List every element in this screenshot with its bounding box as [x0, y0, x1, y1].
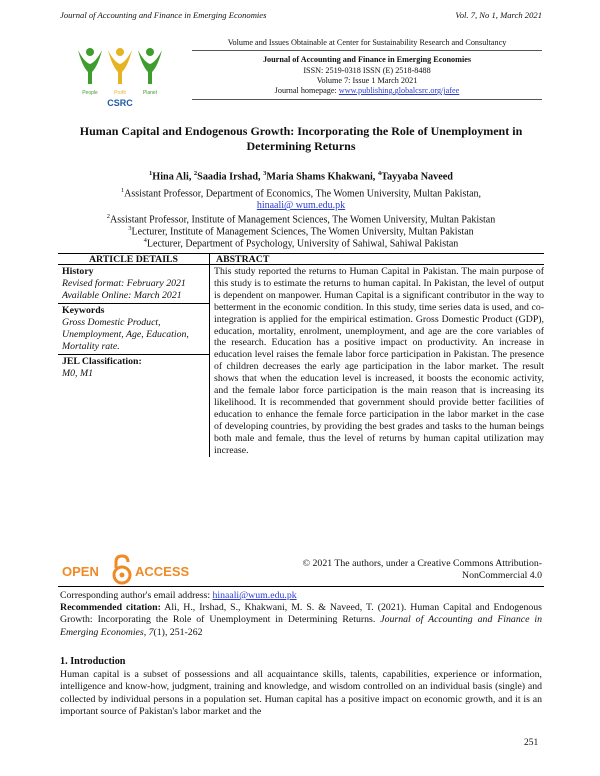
masthead-info [192, 38, 542, 114]
keywords-block: Keywords Gross Domestic Product, Unemployment, Age, Education, Mortality rate. [58, 304, 209, 355]
masthead-homepage: Journal homepage: www.publishing.globalcsrc.org/jafee [274, 86, 460, 96]
open-lock-icon [114, 556, 130, 583]
article-details-table [58, 253, 544, 457]
logo-word-planet: Planet [142, 90, 158, 96]
jel-block: JEL Classification: M0, M1 [58, 355, 209, 381]
figure-right-icon [138, 48, 162, 84]
running-journal: Journal of Accounting and Finance in Emerging Economies [60, 10, 267, 20]
open-access-word-open: OPEN [62, 564, 99, 579]
figure-middle-icon [108, 48, 132, 84]
divider [58, 586, 544, 587]
author-name: Saadia Irshad, [197, 171, 264, 183]
revised-date: Revised format: February 2021 [62, 278, 186, 289]
affiliation-2: $^2$Assistant Professor, Institute of Management Sciences, The Women University, Multan Pakistan [106, 213, 496, 226]
keywords: Gross Domestic Product, Unemployment, Age, Education, Mortality rate. [62, 317, 189, 352]
masthead-volume: Volume 7: Issue 1 March 2021 [316, 75, 418, 85]
masthead-issn: ISSN: 2519-0318 ISSN (E) 2518-8488 [303, 65, 431, 75]
license-statement: © 2021 The authors, under a Creative Commons Attribution-NonCommercial 4.0 [302, 558, 542, 581]
article-title: Human Capital and Endogenous Growth: Incorporating the Role of Unemployment in Determining Returns [79, 124, 523, 153]
available-date: Available Online: March 2021 [62, 290, 182, 301]
abstract-header: ABSTRACT [216, 254, 270, 265]
running-header [60, 10, 542, 20]
logo-word-people: People [82, 90, 98, 96]
masthead [60, 38, 542, 114]
figure-left-icon [78, 48, 102, 84]
abstract-text: This study reported the returns to Human Capital in Pakistan. The main purpose of this study is to estimate the returns to human capital. In Pakistan, the level of output is dependent on manpower. Human Capital is a significant contributor in the way to betterment in the economic condition. In this study, time series data is used, and co-integration is applied for the empirical estimation. Gross Domestic Product (GDP), education, mortality, enrolment, unemployment, and age are the core variables of the research. Education has a positive impact on productivity. An increase in education level raises the female labor force participation in Pakistan. The presence of children decreases the early age participation in the labor market. The result shows that when the education level is increased, it boosts the economic activity, and the female labor force participation is the main reason that is increasing its likelihood. It is recommended that government should provide better facilities of education to enhance the female force participation in the labor market in the case of developing countries, by providing the best grades and tasks to the human beings both male and female, thus the level of returns by human capital utilization may increase. [214, 266, 544, 456]
affiliation-4: $^4$Lecturer, Department of Psychology, University of Sahiwal, Sahiwal Pakistan [143, 237, 459, 250]
author-email-link[interactable]: hinaali@ wum.edu.pk [256, 200, 346, 212]
recommended-citation: Recommended citation: Ali, H., Irshad, S., Khakwani, M. S. & Naveed, T. (2021). Human Capital and Endogenous Growth: Incorporating the Role of Unemployment in Determining Returns. Journal of Accounting and Finance in Emerging Economies, 7(1), 251-262 [60, 602, 542, 638]
page-number: 251 [524, 738, 539, 748]
csrc-logo [68, 44, 172, 108]
affiliation-3: $^3$Lecturer, Institute of Management Sciences, The Women University, Multan Pakistan [128, 225, 474, 238]
open-access-logo [62, 554, 192, 586]
author-name: Tayyaba Naveed [381, 171, 453, 183]
author-list: $^1$Hina Ali, $^2$Saadia Irshad, $^3$Maria Shams Khakwani, $^4$Tayyaba Naveed [149, 170, 453, 183]
open-access-word-access: ACCESS [135, 564, 190, 579]
logo-brand: CSRC [107, 98, 133, 108]
jel-codes: M0, M1 [62, 368, 94, 379]
logo-word-profit: Profit [114, 90, 126, 96]
correspondence: Corresponding author's email address: hinaali@wum.edu.pk [60, 590, 297, 601]
section-heading: 1. Introduction [60, 656, 126, 667]
correspondence-email-link[interactable]: hinaali@wum.edu.pk [212, 590, 297, 601]
article-details-header: ARTICLE DETAILS [58, 254, 210, 264]
author-name: Maria Shams Khakwani, [266, 171, 378, 183]
affiliation-1: $^1$Assistant Professor, Department of Economics, The Women University, Multan Pakistan, hinaali@ wum.edu.pk [120, 187, 482, 212]
masthead-journal: Journal of Accounting and Finance in Emerging Economies [262, 55, 472, 65]
running-issue: Vol. 7, No 1, March 2021 [455, 10, 542, 20]
article-details-column [58, 265, 210, 457]
masthead-line1: Volume and Issues Obtainable at Center for Sustainability Research and Consultancy [192, 38, 542, 51]
author-name: Hina Ali, [152, 171, 194, 183]
intro-paragraph: Human capital is a subset of possessions and all acquaintance skills, talents, capabilities, experience or information, intelligence and know-how, judgment, training and knowledge, and wisdom controlled on an individual basis (single) and collected by individual persons in a population set. Human capital has a positive impact on economic growth, and it is an important source of Pakistan's labor market and the [60, 669, 542, 717]
history-block: History Revised format: February 2021 Available Online: March 2021 [58, 265, 209, 304]
homepage-link[interactable]: www.publishing.globalcsrc.org/jafee [338, 86, 460, 96]
